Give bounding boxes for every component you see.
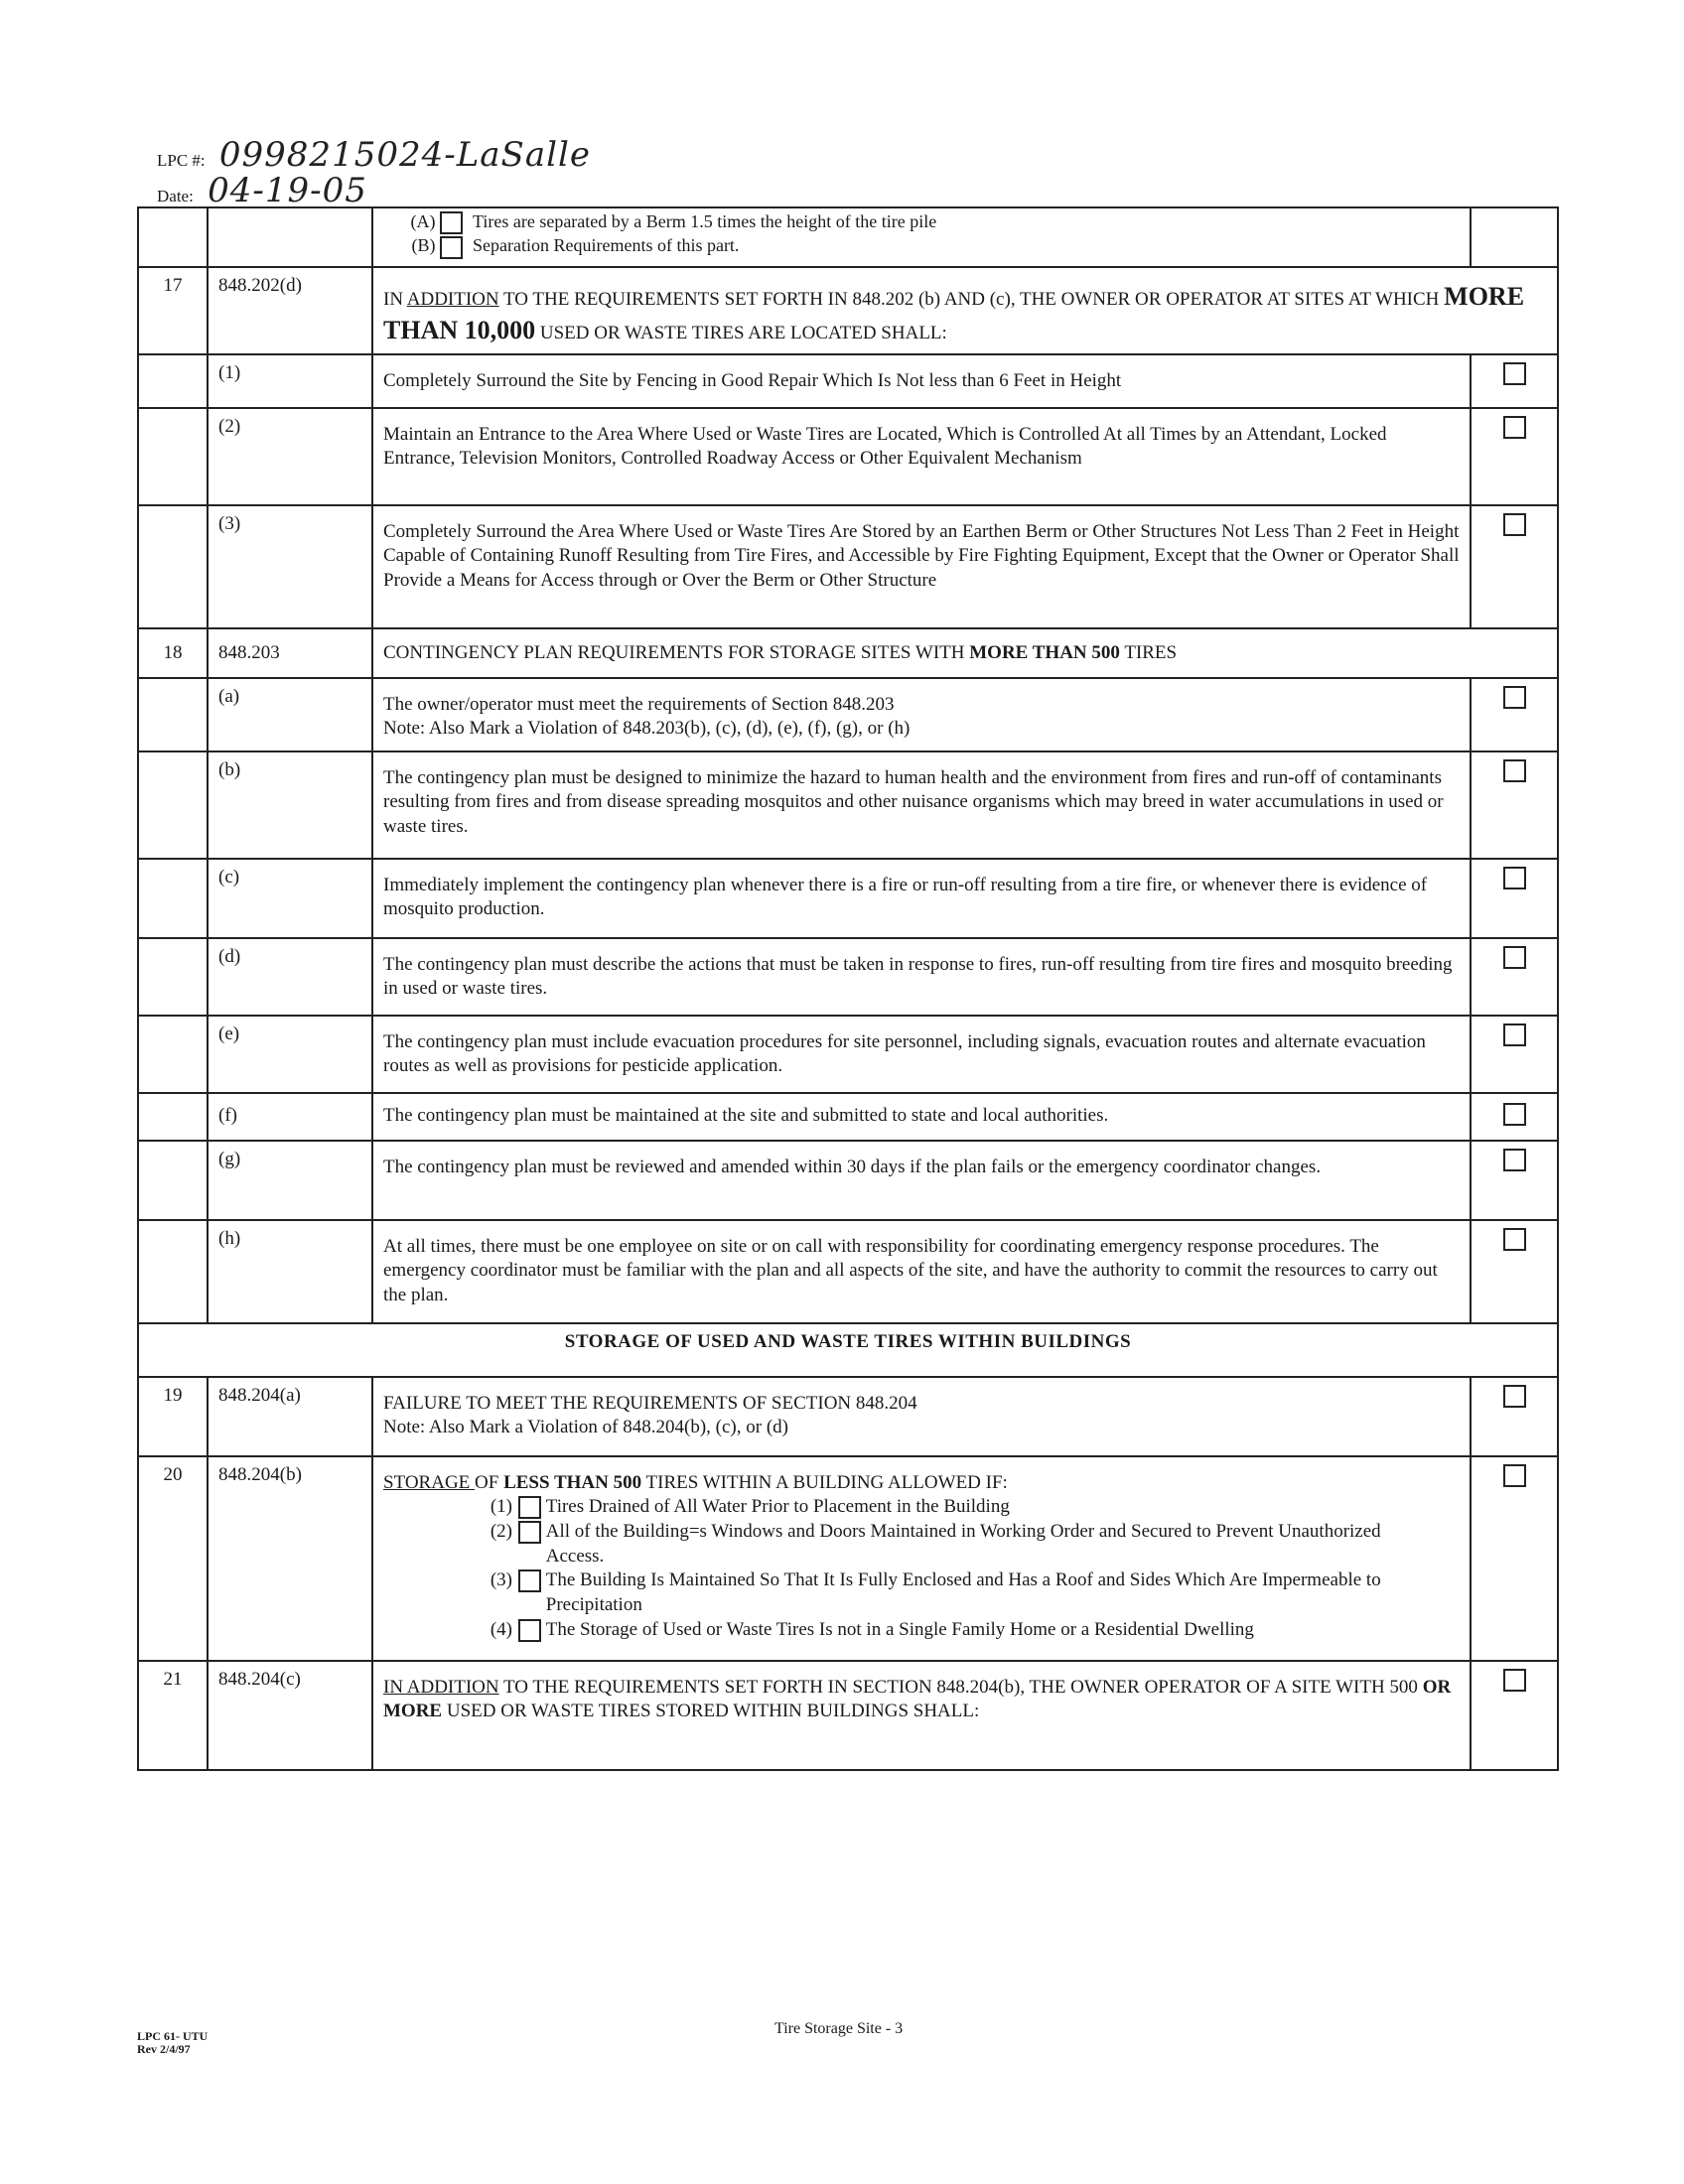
citation: 848.204(c): [208, 1661, 372, 1770]
checkbox[interactable]: [518, 1496, 541, 1519]
table-row: [138, 1377, 1558, 1456]
checkbox[interactable]: [518, 1521, 541, 1544]
item-label: (1): [208, 354, 372, 408]
item-note: Note: Also Mark a Violation of 848.204(b), (c), or (d): [383, 1417, 788, 1438]
table-row: [138, 938, 1558, 1016]
checkbox[interactable]: [1503, 1464, 1526, 1487]
item-label: (a): [208, 678, 372, 751]
item-text: FAILURE TO MEET THE REQUIREMENTS OF SECTION 848.204: [383, 1392, 917, 1414]
checkbox[interactable]: [1503, 416, 1526, 439]
table-row: [138, 408, 1558, 505]
checkbox[interactable]: [1503, 686, 1526, 709]
table-row: [138, 1093, 1558, 1141]
checkbox[interactable]: [440, 211, 463, 234]
checkbox[interactable]: [1503, 1103, 1526, 1126]
requirement-heading: IN ADDITION TO THE REQUIREMENTS SET FORTH IN SECTION 848.204(b), THE OWNER OPERATOR OF A SITE WITH 500 OR MORE USED OR WASTE TIRES STORED WITHIN BUILDINGS SHALL:: [372, 1661, 1471, 1770]
item-label: (2): [208, 408, 372, 505]
item-text: The contingency plan must describe the actions that must be taken in response to fires, run-off resulting from tire fires and mosquito breeding in used or waste tires.: [372, 938, 1471, 1016]
section-heading: STORAGE OF USED AND WASTE TIRES WITHIN BUILDINGS: [138, 1323, 1558, 1377]
lpc-value: 0998215024-LaSalle: [218, 135, 591, 175]
table-row: [138, 628, 1558, 678]
checkbox[interactable]: [518, 1570, 541, 1592]
table-row: [138, 1220, 1558, 1323]
lpc-label: LPC #:: [157, 151, 206, 170]
checkbox[interactable]: [1503, 759, 1526, 782]
row-number: 18: [138, 628, 208, 678]
checkbox[interactable]: [440, 236, 463, 259]
item-label: (b): [208, 751, 372, 859]
date-value: 04-19-05: [208, 171, 367, 210]
item-text: Completely Surround the Area Where Used or Waste Tires Are Stored by an Earthen Berm or Other Structures Not Less Than 2 Feet in Height Capable of Containing Runoff Resulting from Tire Fires, and Accessible by Fire Fighting Equipment, Except that the Owner or Operator Shall Provide a Means for Access through or Over the Berm or Other Structure: [372, 505, 1471, 628]
table-row: [138, 1141, 1558, 1220]
date-label: Date:: [157, 187, 194, 205]
checkbox[interactable]: [1503, 362, 1526, 385]
requirement-heading: IN ADDITION TO THE REQUIREMENTS SET FORTH IN 848.202 (b) AND (c), THE OWNER OR OPERATOR AT SITES AT WHICH MORE THAN 10,000 USED OR WASTE TIRES ARE LOCATED SHALL:: [372, 267, 1558, 354]
checkbox[interactable]: [1503, 946, 1526, 969]
lpc-number: [157, 135, 591, 175]
checkbox[interactable]: [1503, 1149, 1526, 1171]
requirement-heading: CONTINGENCY PLAN REQUIREMENTS FOR STORAGE SITES WITH MORE THAN 500 TIRES: [372, 628, 1558, 678]
row-number: 17: [138, 267, 208, 354]
form-id: LPC 61- UTU Rev 2/4/97: [137, 2029, 209, 2057]
table-row: [138, 1456, 1558, 1661]
table-row: [138, 678, 1558, 751]
citation: 848.204(b): [208, 1456, 372, 1661]
item-label: (e): [208, 1016, 372, 1093]
table-row: [138, 751, 1558, 859]
item-text: Immediately implement the contingency plan whenever there is a fire or run-off resulting from a tire fire, or whenever there is evidence of mosquito production.: [372, 859, 1471, 938]
item-label: (3): [208, 505, 372, 628]
table-row: [138, 1661, 1558, 1770]
inspection-date: [157, 171, 367, 210]
item-text: At all times, there must be one employee on site or on call with responsibility for coordinating emergency response procedures. The emergency coordinator must be familiar with the plan and all aspects of the site, and have the authority to commit the resources to carry out the plan.: [372, 1220, 1471, 1323]
table-row: [138, 1323, 1558, 1377]
item-text: Maintain an Entrance to the Area Where Used or Waste Tires are Located, Which is Controlled At all Times by an Attendant, Locked Entrance, Television Monitors, Controlled Roadway Access or Other Equivalent Mechanism: [372, 408, 1471, 505]
row-number: 19: [138, 1377, 208, 1456]
item-note: Note: Also Mark a Violation of 848.203(b), (c), (d), (e), (f), (g), or (h): [383, 718, 911, 740]
checkbox[interactable]: [518, 1619, 541, 1642]
condition-list: [473, 1495, 1460, 1642]
checkbox[interactable]: [1503, 1669, 1526, 1692]
item-text: Completely Surround the Site by Fencing in Good Repair Which Is Not less than 6 Feet in Height: [372, 354, 1471, 408]
citation: 848.204(a): [208, 1377, 372, 1456]
row-number: 20: [138, 1456, 208, 1661]
list-item: (2) All of the Building=s Windows and Doors Maintained in Working Order and Secured to Prevent Unauthorized Access.: [490, 1520, 1381, 1567]
citation: 848.203: [208, 628, 372, 678]
citation: 848.202(d): [208, 267, 372, 354]
checkbox[interactable]: [1503, 867, 1526, 889]
list-item: (3) The Building Is Maintained So That It Is Fully Enclosed and Has a Roof and Sides Which Are Impermeable to Precipitation: [490, 1570, 1381, 1616]
checkbox[interactable]: [1503, 1228, 1526, 1251]
page-footer: Tire Storage Site - 3: [774, 2020, 904, 2037]
item-label: (h): [208, 1220, 372, 1323]
table-row: [138, 354, 1558, 408]
requirement-heading: STORAGE OF LESS THAN 500 TIRES WITHIN A BUILDING ALLOWED IF:: [383, 1471, 1008, 1493]
row-number: 21: [138, 1661, 208, 1770]
table-row: [138, 859, 1558, 938]
item-label: (f): [208, 1093, 372, 1141]
checkbox[interactable]: [1503, 1024, 1526, 1046]
item-text: The contingency plan must be maintained at the site and submitted to state and local authorities.: [372, 1093, 1471, 1141]
item-label: (g): [208, 1141, 372, 1220]
table-row: [138, 207, 1558, 267]
table-row: [138, 505, 1558, 628]
item-label: (d): [208, 938, 372, 1016]
checkbox[interactable]: [1503, 1385, 1526, 1408]
item-text: The contingency plan must include evacuation procedures for site personnel, including signals, evacuation routes and alternate evacuation routes as well as provisions for pesticide application.: [372, 1016, 1471, 1093]
option-b: (B) Separation Requirements of this part.: [383, 234, 1460, 258]
item-text: The contingency plan must be designed to minimize the hazard to human health and the environment from fires and run-off of contaminants resulting from fires and from disease spreading mosquitos and other nuisance organisms which may breed in water accumulations in used or waste tires.: [372, 751, 1471, 859]
table-row: [138, 267, 1558, 354]
checkbox[interactable]: [1503, 513, 1526, 536]
item-label: (c): [208, 859, 372, 938]
list-item: (4) The Storage of Used or Waste Tires Is not in a Single Family Home or a Residential Dwelling: [473, 1618, 1460, 1643]
option-a: (A) Tires are separated by a Berm 1.5 times the height of the tire pile: [383, 210, 1460, 234]
list-item: (1) Tires Drained of All Water Prior to Placement in the Building: [473, 1495, 1460, 1520]
table-row: [138, 1016, 1558, 1093]
checklist-table: [137, 206, 1559, 1771]
item-text: The owner/operator must meet the requirements of Section 848.203: [383, 693, 895, 715]
item-text: The contingency plan must be reviewed and amended within 30 days if the plan fails or the emergency coordinator changes.: [372, 1141, 1471, 1220]
